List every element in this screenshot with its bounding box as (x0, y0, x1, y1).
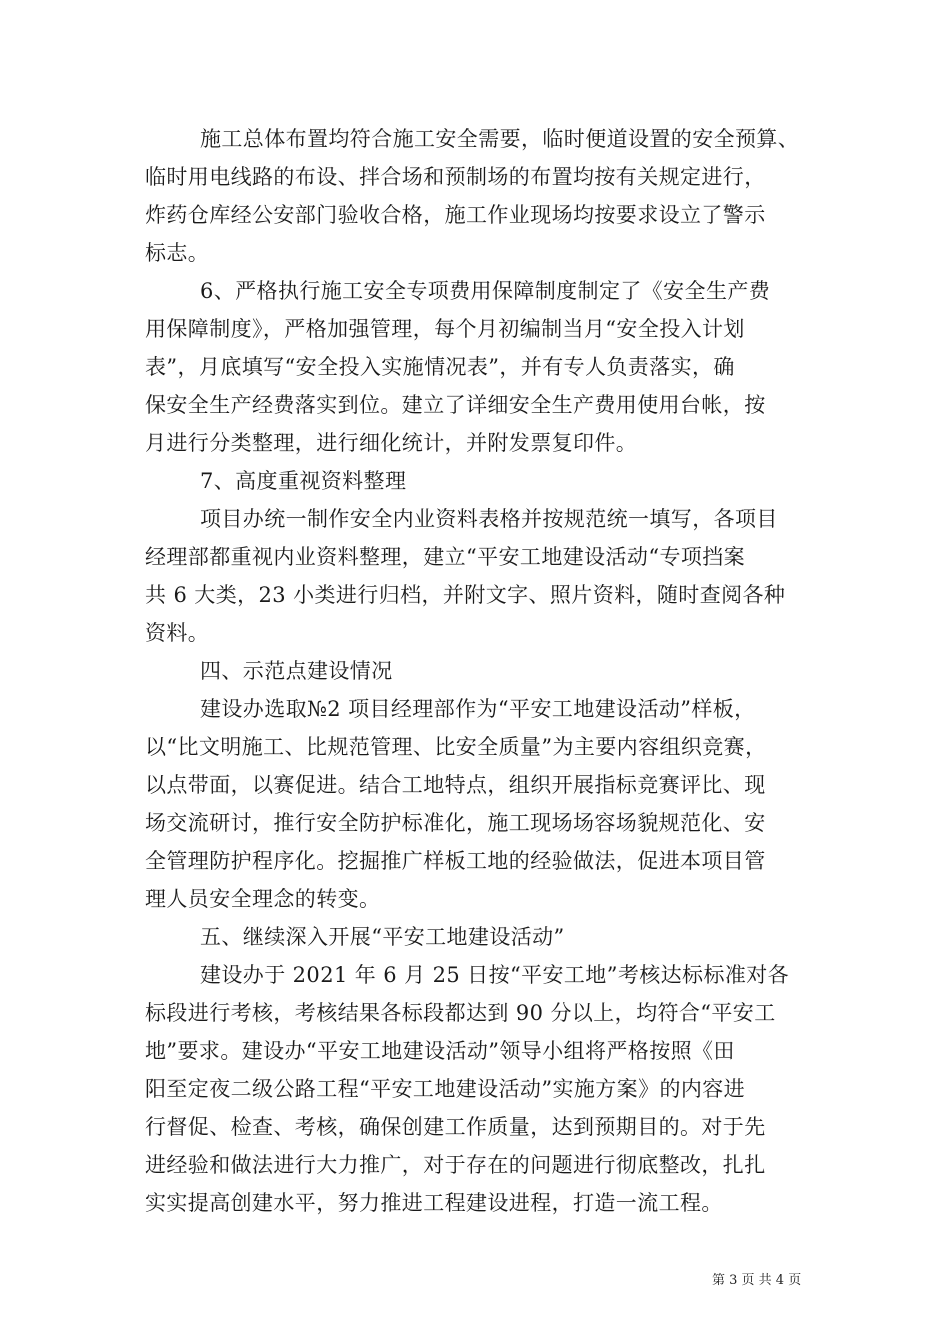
text-line: 7、高度重视资料整理 (200, 469, 407, 493)
text-line: 6、严格执行施工安全专项费用保障制度制定了《安全生产费 (200, 279, 771, 303)
text-line: 全管理防护程序化。挖掘推广样板工地的经验做法，促进本项目管 (145, 849, 766, 873)
text-line: 标段进行考核，考核结果各标段都达到 90 分以上，均符合“平安工 (145, 1001, 776, 1025)
text-line: 建设办于 2021 年 6 月 25 日按“平安工地”考核达标标准对各 (200, 963, 790, 987)
text-line: 炸药仓库经公安部门验收合格，施工作业现场均按要求设立了警示 (145, 203, 766, 227)
text-line: 理人员安全理念的转变。 (145, 887, 381, 911)
text-line: 以“比文明施工、比规范管理、比安全质量”为主要内容组织竞赛， (145, 735, 767, 759)
text-line: 保安全生产经费落实到位。建立了详细安全生产费用使用台帐，按 (145, 393, 766, 417)
text-line: 五、继续深入开展“平安工地建设活动” (200, 925, 565, 949)
text-line: 地”要求。建设办“平安工地建设活动”领导小组将严格按照《田 (145, 1039, 735, 1063)
text-line: 行督促、检查、考核，确保创建工作质量，达到预期目的。对于先 (145, 1115, 766, 1139)
text-line: 共 6 大类，23 小类进行归档，并附文字、照片资料，随时查阅各种 (145, 583, 786, 607)
text-line: 进经验和做法进行大力推广，对于存在的问题进行彻底整改，扎扎 (145, 1153, 766, 1177)
text-line: 场交流研讨，推行安全防护标准化，施工现场场容场貌规范化、安 (145, 811, 766, 835)
text-line: 表”，月底填写“安全投入实施情况表”，并有专人负责落实，确 (145, 355, 735, 379)
text-line: 项目办统一制作安全内业资料表格并按规范统一填写，各项目 (200, 507, 778, 531)
text-line: 以点带面，以赛促进。结合工地特点，组织开展指标竞赛评比、现 (145, 773, 766, 797)
text-line: 阳至定夜二级公路工程“平安工地建设活动”实施方案》的内容进 (145, 1077, 746, 1101)
text-line: 月进行分类整理，进行细化统计，并附发票复印件。 (145, 431, 638, 455)
text-line: 施工总体布置均符合施工安全需要，临时便道设置的安全预算、 (200, 127, 800, 151)
text-line: 临时用电线路的布设、拌合场和预制场的布置均按有关规定进行， (145, 165, 766, 189)
page-number-footer: 第 3 页 共 4 页 (712, 1273, 802, 1288)
text-line: 建设办选取№2 项目经理部作为“平安工地建设活动”样板， (200, 697, 756, 721)
text-line: 实实提高创建水平，努力推进工程建设进程，打造一流工程。 (145, 1191, 723, 1215)
text-line: 资料。 (145, 621, 210, 645)
text-line: 四、示范点建设情况 (200, 659, 393, 683)
text-line: 用保障制度》，严格加强管理，每个月初编制当月“安全投入计划 (145, 317, 745, 341)
text-line: 经理部都重视内业资料整理，建立“平安工地建设活动“专项挡案 (145, 545, 746, 569)
text-line: 标志。 (145, 241, 210, 265)
